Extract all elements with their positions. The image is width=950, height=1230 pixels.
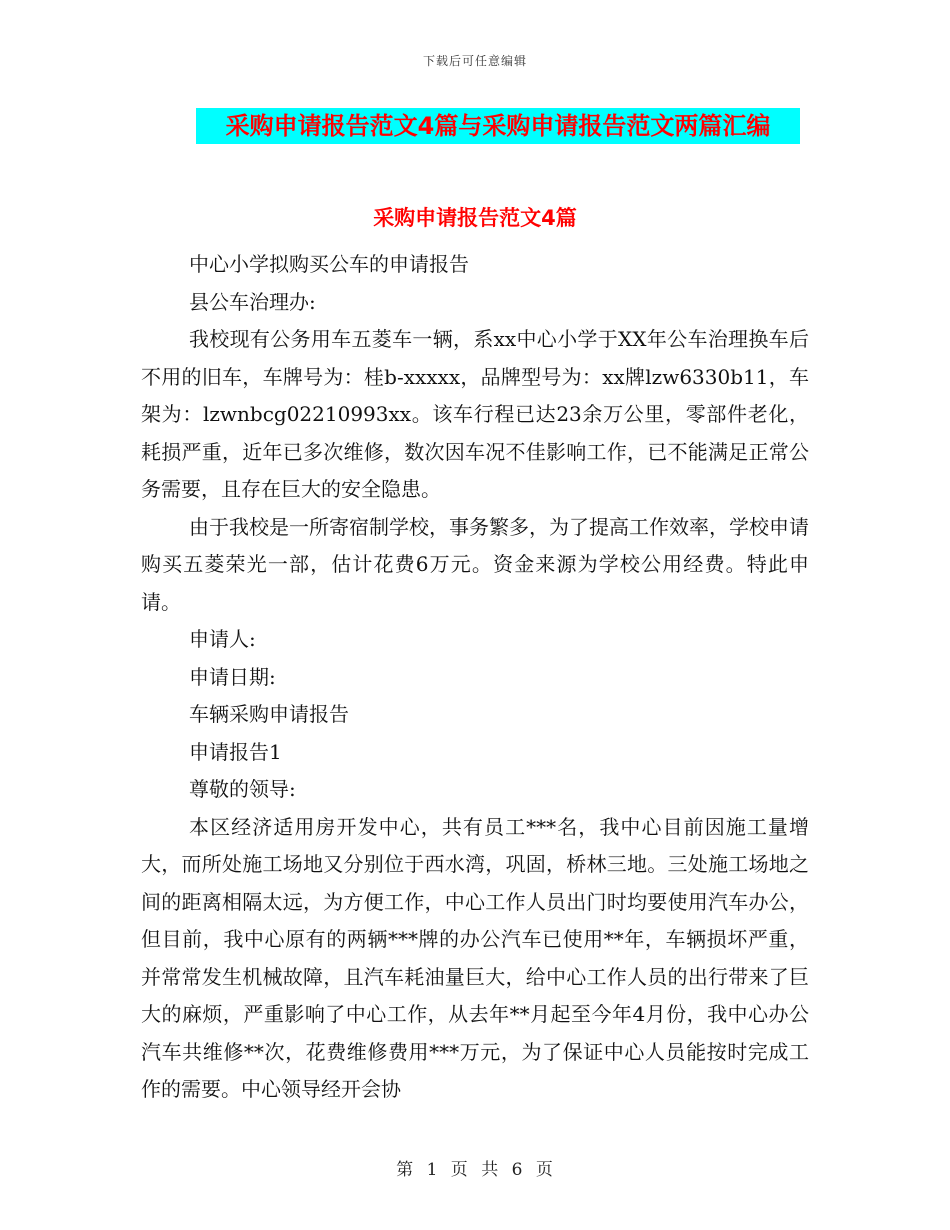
paragraph-salutation: 尊敬的领导: <box>189 777 296 801</box>
page-footer: 第 1 页 共 6 页 <box>396 1160 554 1180</box>
document-body <box>141 246 809 1109</box>
paragraph-purchase-request: 由于我校是一所寄宿制学校，事务繁多，为了提高工作效率，学校申请购买五菱荣光一部，估计花费6万元。资金来源为学校公用经费。特此申请。 <box>141 514 809 614</box>
paragraph-application-date: 申请日期: <box>189 664 276 689</box>
main-title-highlight <box>196 108 800 144</box>
paragraph-applicant: 申请人: <box>189 627 256 651</box>
paragraph-second-report-title: 车辆采购申请报告 <box>189 702 349 726</box>
paragraph-center-situation: 本区经济适用房开发中心，共有员工***名，我中心目前因施工量增大，而所处施工场地又分别位于西水湾，巩固，桥林三地。三处施工场地之间的距离相隔太远，为方便工作，中心工作人员出门时均要使用汽车办公，但目前，我中心原有的两辆***牌的办公汽车已使用**年，车辆损坏严重，并常常发生机械故障，且汽车耗油量巨大，给中心工作人员的出行带来了巨大的麻烦，严重影响了中心工作，从去年**月起至今年4月份，我中心办公汽车共维修**次，花费维修费用***万元，为了保证中心人员能按时完成工作的需要。中心领导经开会协 <box>141 814 809 1101</box>
section-title: 采购申请报告范文4篇 <box>373 206 577 230</box>
paragraph-vehicle-status: 我校现有公务用车五菱车一辆，系xx中心小学于XX年公车治理换车后不用的旧车，车牌号为：桂b-xxxxx，品牌型号为：xx牌lzw6330b11，车架为：lzwnbcg02210993xx。该车行程已达23余万公里，零部件老化，耗损严重，近年已多次维修，数次因车况不佳影响工作，已不能满足正常公务需要，且存在巨大的安全隐患。 <box>141 327 809 501</box>
page-header: 下载后可任意编辑 <box>422 54 527 68</box>
paragraph-report-title: 中心小学拟购买公车的申请报告 <box>189 252 469 276</box>
paragraph-report-number: 申请报告1 <box>189 739 282 764</box>
paragraph-addressee: 县公车治理办: <box>189 289 316 314</box>
main-title: 采购申请报告范文4篇与采购申请报告范文两篇汇编 <box>225 112 771 140</box>
